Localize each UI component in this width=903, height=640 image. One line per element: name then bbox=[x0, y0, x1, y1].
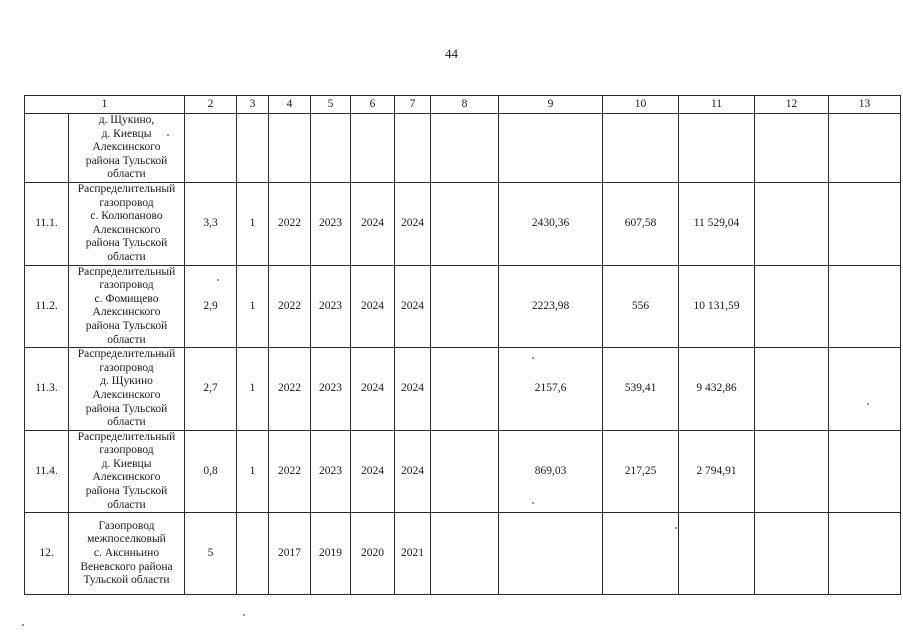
cell-col-10: 539,41 bbox=[603, 348, 679, 431]
header-cell-2: 2 bbox=[185, 96, 237, 114]
description-line: межпоселковый bbox=[87, 533, 166, 546]
cell-col-12 bbox=[755, 430, 829, 513]
cell-col-6: 2024 bbox=[351, 265, 395, 348]
cell-col-11 bbox=[679, 114, 755, 183]
scan-speck bbox=[22, 624, 24, 626]
cell-col-13 bbox=[829, 265, 901, 348]
description-line: Распределительный bbox=[77, 348, 176, 361]
data-table bbox=[24, 95, 901, 595]
cell-col-7: 2024 bbox=[395, 430, 431, 513]
cell-col-3: 1 bbox=[237, 265, 269, 348]
cell-col-5 bbox=[311, 114, 351, 183]
description-line: района Тульской bbox=[85, 319, 168, 332]
cell-col-11: 2 794,91 bbox=[679, 430, 755, 513]
object-description-cell bbox=[69, 114, 185, 183]
description-line: Алексинского bbox=[92, 388, 161, 401]
cell-col-13 bbox=[829, 348, 901, 431]
cell-col-7: 2021 bbox=[395, 513, 431, 595]
table-row bbox=[25, 430, 901, 513]
cell-col-10 bbox=[603, 114, 679, 183]
cell-col-6 bbox=[351, 114, 395, 183]
scan-speck bbox=[867, 403, 869, 405]
row-number-cell bbox=[25, 114, 69, 183]
header-cell-6: 6 bbox=[351, 96, 395, 114]
cell-col-7 bbox=[395, 114, 431, 183]
description-line: области bbox=[107, 498, 146, 511]
description-line: Распределительный bbox=[77, 430, 176, 443]
cell-col-12 bbox=[755, 348, 829, 431]
cell-col-4: 2022 bbox=[269, 265, 311, 348]
cell-col-12 bbox=[755, 265, 829, 348]
description-line: области bbox=[107, 250, 146, 263]
description-line: газопровод bbox=[99, 279, 154, 292]
table-row bbox=[25, 513, 901, 595]
header-cell-8: 8 bbox=[431, 96, 499, 114]
scan-speck bbox=[532, 502, 534, 504]
cell-col-6: 2024 bbox=[351, 348, 395, 431]
cell-col-8 bbox=[431, 430, 499, 513]
object-description-cell bbox=[69, 348, 185, 431]
description-line: области bbox=[107, 168, 146, 181]
description-line: д. Щукино, bbox=[98, 114, 155, 127]
description-line: Газопровод bbox=[98, 519, 155, 532]
cell-col-6: 2020 bbox=[351, 513, 395, 595]
table-body bbox=[25, 96, 901, 595]
description-line: области bbox=[107, 416, 146, 429]
cell-col-9: 2430,36 bbox=[499, 183, 603, 266]
cell-col-3 bbox=[237, 513, 269, 595]
cell-col-9: 2223,98 bbox=[499, 265, 603, 348]
header-cell-13: 13 bbox=[829, 96, 901, 114]
scan-speck bbox=[532, 357, 534, 359]
object-description-cell bbox=[69, 265, 185, 348]
header-row bbox=[25, 96, 901, 114]
object-description-cell bbox=[69, 513, 185, 595]
cell-col-10: 607,58 bbox=[603, 183, 679, 266]
cell-col-8 bbox=[431, 265, 499, 348]
cell-col-6: 2024 bbox=[351, 183, 395, 266]
header-cell-10: 10 bbox=[603, 96, 679, 114]
table-row bbox=[25, 265, 901, 348]
cell-col-7: 2024 bbox=[395, 348, 431, 431]
table-row bbox=[25, 348, 901, 431]
description-line: с. Колюпаново bbox=[90, 210, 163, 223]
cell-col-8 bbox=[431, 114, 499, 183]
cell-col-3: 1 bbox=[237, 348, 269, 431]
table-row bbox=[25, 114, 901, 183]
cell-col-11: 9 432,86 bbox=[679, 348, 755, 431]
row-number-cell: 11.1. bbox=[25, 183, 69, 266]
cell-col-8 bbox=[431, 183, 499, 266]
scan-speck bbox=[167, 134, 169, 136]
cell-col-7: 2024 bbox=[395, 265, 431, 348]
description-line: Тульской области bbox=[83, 574, 170, 587]
cell-col-5: 2023 bbox=[311, 348, 351, 431]
header-cell-9: 9 bbox=[499, 96, 603, 114]
header-cell-7: 7 bbox=[395, 96, 431, 114]
cell-col-11: 11 529,04 bbox=[679, 183, 755, 266]
page-number: 44 bbox=[445, 46, 458, 61]
cell-col-4: 2022 bbox=[269, 430, 311, 513]
cell-col-5: 2023 bbox=[311, 265, 351, 348]
description-line: Алексинского bbox=[92, 306, 161, 319]
cell-col-3: 1 bbox=[237, 430, 269, 513]
cell-col-9 bbox=[499, 513, 603, 595]
cell-col-2 bbox=[185, 114, 237, 183]
cell-col-12 bbox=[755, 183, 829, 266]
cell-col-2: 3,3 bbox=[185, 183, 237, 266]
object-description-cell bbox=[69, 183, 185, 266]
description-line: Алексинского bbox=[92, 141, 161, 154]
row-number-cell: 11.2. bbox=[25, 265, 69, 348]
cell-col-4: 2022 bbox=[269, 183, 311, 266]
scan-speck bbox=[675, 527, 677, 529]
description-line: района Тульской bbox=[85, 237, 168, 250]
description-line: района Тульской bbox=[85, 154, 168, 167]
description-line: д. Киевцы bbox=[101, 457, 152, 470]
table-row bbox=[25, 183, 901, 266]
scan-speck bbox=[243, 614, 245, 616]
cell-col-11 bbox=[679, 513, 755, 595]
cell-col-4: 2017 bbox=[269, 513, 311, 595]
cell-col-7: 2024 bbox=[395, 183, 431, 266]
cell-col-5: 2023 bbox=[311, 183, 351, 266]
description-line: газопровод bbox=[99, 444, 154, 457]
cell-col-4 bbox=[269, 114, 311, 183]
cell-col-11: 10 131,59 bbox=[679, 265, 755, 348]
object-description-cell bbox=[69, 430, 185, 513]
header-cell-12: 12 bbox=[755, 96, 829, 114]
row-number-cell: 11.3. bbox=[25, 348, 69, 431]
cell-col-10: 556 bbox=[603, 265, 679, 348]
cell-col-9: 869,03 bbox=[499, 430, 603, 513]
cell-col-5: 2019 bbox=[311, 513, 351, 595]
header-cell-3: 3 bbox=[237, 96, 269, 114]
header-cell-1: 1 bbox=[25, 96, 185, 114]
cell-col-2: 0,8 bbox=[185, 430, 237, 513]
description-line: газопровод bbox=[99, 361, 154, 374]
cell-col-8 bbox=[431, 348, 499, 431]
cell-col-2: 5 bbox=[185, 513, 237, 595]
cell-col-13 bbox=[829, 513, 901, 595]
cell-col-9 bbox=[499, 114, 603, 183]
description-line: газопровод bbox=[99, 196, 154, 209]
description-line: д. Киевцы bbox=[101, 127, 152, 140]
header-cell-11: 11 bbox=[679, 96, 755, 114]
cell-col-13 bbox=[829, 430, 901, 513]
description-line: Веневского района bbox=[80, 560, 173, 573]
description-line: Алексинского bbox=[92, 471, 161, 484]
header-cell-4: 4 bbox=[269, 96, 311, 114]
header-cell-5: 5 bbox=[311, 96, 351, 114]
description-line: района Тульской bbox=[85, 485, 168, 498]
description-line: Распределительный bbox=[77, 265, 176, 278]
description-line: области bbox=[107, 333, 146, 346]
cell-col-8 bbox=[431, 513, 499, 595]
description-line: с. Аксиньино bbox=[93, 546, 160, 559]
cell-col-4: 2022 bbox=[269, 348, 311, 431]
cell-col-9: 2157,6 bbox=[499, 348, 603, 431]
description-line: района Тульской bbox=[85, 402, 168, 415]
cell-col-2: 2,7 bbox=[185, 348, 237, 431]
cell-col-13 bbox=[829, 114, 901, 183]
cell-col-3: 1 bbox=[237, 183, 269, 266]
scan-speck bbox=[217, 279, 219, 281]
row-number-cell: 11.4. bbox=[25, 430, 69, 513]
description-line: с. Фомищево bbox=[94, 292, 159, 305]
cell-col-12 bbox=[755, 513, 829, 595]
cell-col-3 bbox=[237, 114, 269, 183]
cell-col-5: 2023 bbox=[311, 430, 351, 513]
cell-col-10: 217,25 bbox=[603, 430, 679, 513]
description-line: Распределительный bbox=[77, 183, 176, 195]
description-line: д. Щукино bbox=[100, 375, 153, 388]
description-line: Алексинского bbox=[92, 223, 161, 236]
row-number-cell: 12. bbox=[25, 513, 69, 595]
cell-col-13 bbox=[829, 183, 901, 266]
cell-col-10 bbox=[603, 513, 679, 595]
cell-col-12 bbox=[755, 114, 829, 183]
cell-col-6: 2024 bbox=[351, 430, 395, 513]
cell-col-2: 2,9 bbox=[185, 265, 237, 348]
